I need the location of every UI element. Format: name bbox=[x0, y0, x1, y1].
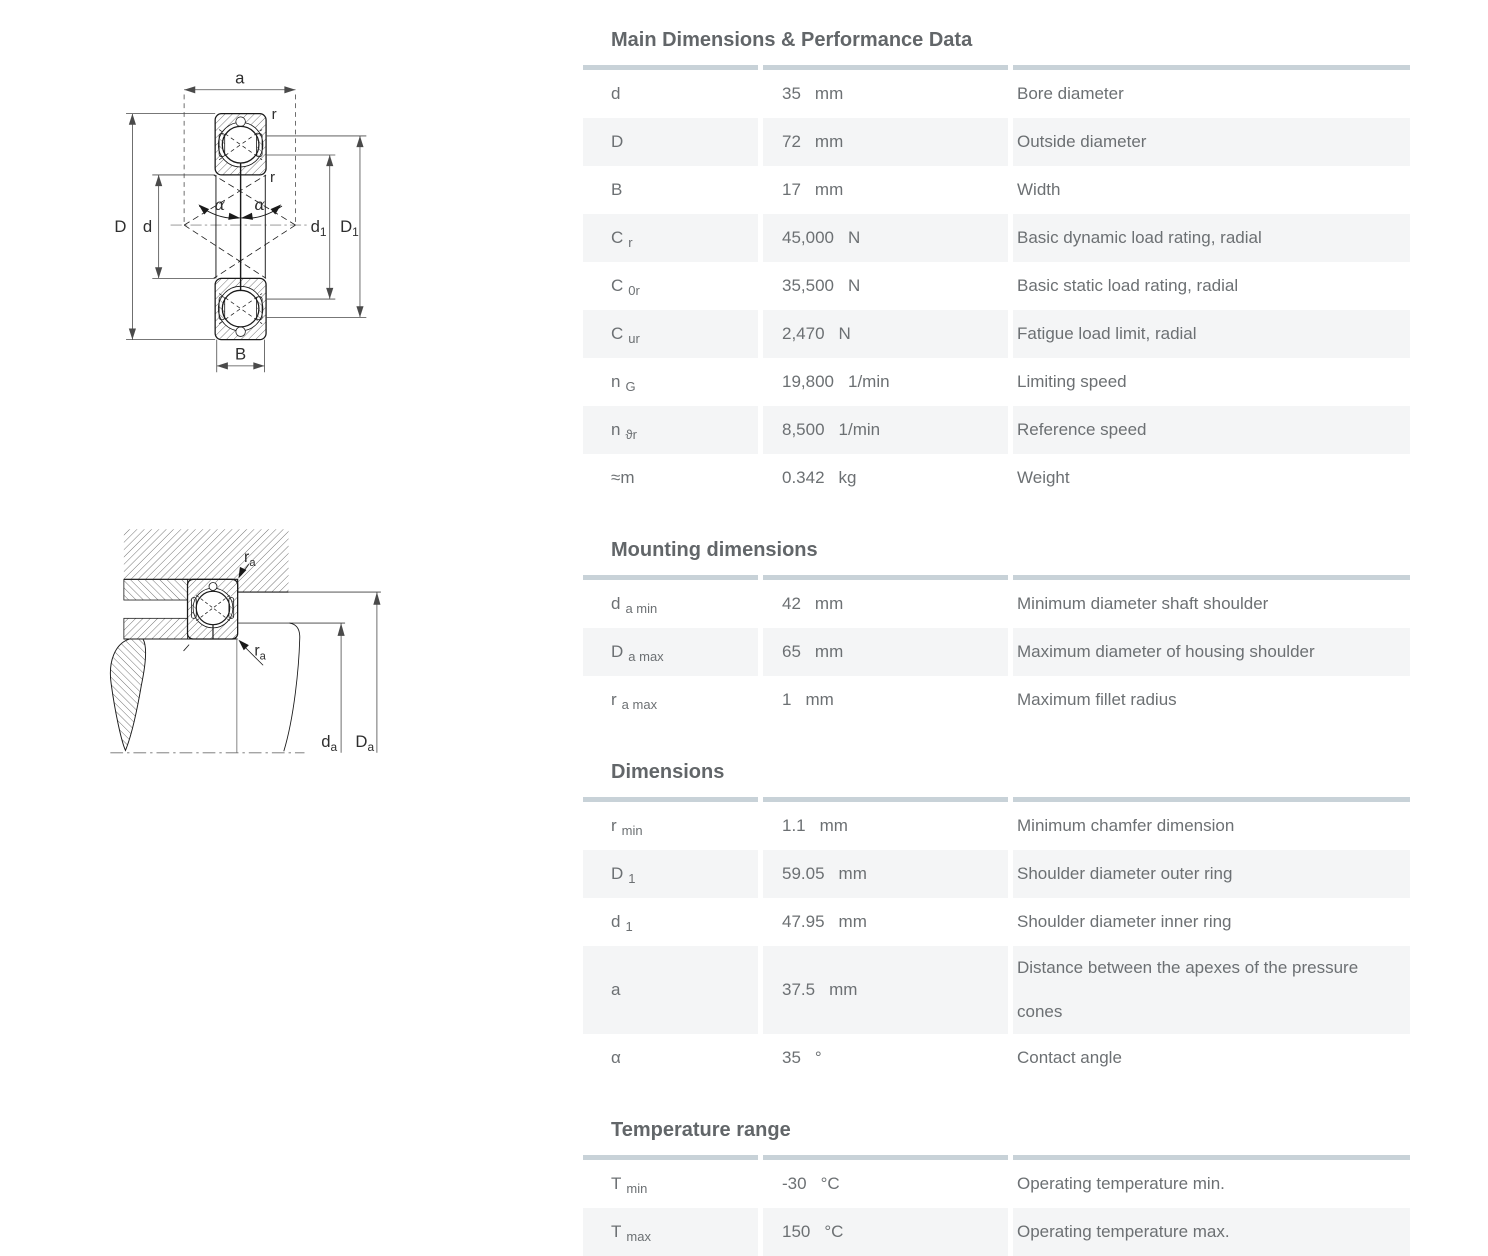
value-number: 19,800 bbox=[782, 372, 834, 391]
symbol-base: n bbox=[611, 372, 621, 391]
spec-row bbox=[583, 118, 1410, 166]
spec-row bbox=[583, 1160, 1410, 1208]
symbol-subscript: 0r bbox=[628, 283, 640, 298]
value-number: 47.95 bbox=[782, 912, 825, 931]
label-alpha-right: α bbox=[254, 194, 266, 214]
symbol-base: α bbox=[611, 1048, 621, 1067]
symbol-subscript: 1 bbox=[625, 919, 633, 934]
symbol-subscript: min bbox=[626, 1181, 648, 1196]
description-cell: Weight bbox=[1017, 468, 1070, 487]
description-cell: Limiting speed bbox=[1017, 372, 1127, 391]
label-a: a bbox=[235, 68, 245, 88]
spec-table bbox=[578, 65, 1415, 502]
value-cell bbox=[763, 454, 1008, 502]
value-number: 17 bbox=[782, 180, 801, 199]
bearing-section bbox=[188, 579, 238, 639]
symbol-subscript: min bbox=[621, 823, 643, 838]
value-unit: 1/min bbox=[838, 420, 881, 439]
cage-segment bbox=[219, 134, 225, 157]
symbol-subscript: ur bbox=[628, 331, 640, 346]
symbol-subscript: a max bbox=[628, 649, 664, 664]
symbol-cell bbox=[583, 310, 758, 358]
spec-row bbox=[583, 676, 1410, 724]
value-unit: °C bbox=[824, 1222, 844, 1241]
spec-row bbox=[583, 946, 1410, 1034]
description-cell: Contact angle bbox=[1017, 1048, 1122, 1067]
value-number: 45,000 bbox=[782, 228, 834, 247]
symbol-subscript: a max bbox=[621, 697, 658, 712]
value-number: 1.1 bbox=[782, 816, 806, 835]
value-number: 35 bbox=[782, 84, 801, 103]
symbol-base: B bbox=[611, 180, 623, 199]
label-d1: $d_1$ bbox=[310, 217, 327, 240]
value-cell bbox=[763, 70, 1008, 118]
value-unit: mm bbox=[838, 912, 867, 931]
value-cell bbox=[763, 580, 1008, 628]
value-unit: mm bbox=[814, 180, 844, 199]
value-cell bbox=[763, 1034, 1008, 1082]
symbol-base: d bbox=[611, 594, 621, 613]
ball bbox=[222, 290, 259, 327]
value-cell bbox=[763, 628, 1008, 676]
value-number: 8,500 bbox=[782, 420, 825, 439]
value-unit: mm bbox=[814, 132, 844, 151]
symbol-base: r bbox=[611, 816, 617, 835]
value-cell bbox=[763, 406, 1008, 454]
symbol-base: n bbox=[611, 420, 621, 439]
description-cell: Minimum chamfer dimension bbox=[1017, 816, 1235, 835]
spec-row bbox=[583, 580, 1410, 628]
label-ra-bottom: $r_a$ bbox=[254, 642, 266, 663]
value-unit: N bbox=[848, 276, 861, 295]
symbol-subscript: r bbox=[628, 235, 633, 250]
spec-row bbox=[583, 454, 1410, 502]
section-title: Main Dimensions & Performance Data bbox=[611, 29, 973, 51]
value-unit: mm bbox=[814, 642, 844, 661]
symbol-base: a bbox=[611, 980, 621, 999]
value-unit: mm bbox=[814, 594, 844, 613]
value-cell bbox=[763, 166, 1008, 214]
value-unit: N bbox=[848, 228, 861, 247]
symbol-cell bbox=[583, 946, 758, 1034]
spec-row bbox=[583, 166, 1410, 214]
description-cell: Shoulder diameter inner ring bbox=[1017, 912, 1232, 931]
shaft-seat bbox=[124, 618, 188, 639]
symbol-cell bbox=[583, 850, 758, 898]
spec-row bbox=[583, 850, 1410, 898]
value-cell bbox=[763, 358, 1008, 406]
label-da: $d_a$ bbox=[321, 732, 338, 755]
spec-row bbox=[583, 214, 1410, 262]
value-unit: °C bbox=[820, 1174, 840, 1193]
value-number: 2,470 bbox=[782, 324, 825, 343]
symbol-cell bbox=[583, 1160, 758, 1208]
value-unit: mm bbox=[814, 84, 844, 103]
symbol-base: D bbox=[611, 642, 624, 661]
symbol-cell bbox=[583, 358, 758, 406]
shaft-shoulder-contour bbox=[284, 623, 300, 751]
value-unit: N bbox=[838, 324, 851, 343]
symbol-cell bbox=[583, 166, 758, 214]
value-cell bbox=[763, 310, 1008, 358]
symbol-cell bbox=[583, 214, 758, 262]
value-cell bbox=[763, 262, 1008, 310]
symbol-subscript: ϑr bbox=[625, 427, 637, 442]
section-title: Dimensions bbox=[611, 761, 725, 783]
description-cell: Reference speed bbox=[1013, 406, 1410, 454]
description-cell: Distance between the apexes of the pressure cones bbox=[1013, 946, 1410, 1034]
spec-table bbox=[578, 797, 1415, 1082]
symbol-base: D bbox=[611, 132, 624, 151]
value-number: 37.5 bbox=[782, 980, 816, 999]
value-unit: mm bbox=[838, 864, 867, 883]
spec-tables-panel bbox=[578, 0, 1458, 1256]
value-cell bbox=[763, 214, 1008, 262]
description-cell: Operating temperature max. bbox=[1013, 1208, 1410, 1256]
value-number: 42 bbox=[782, 594, 801, 613]
symbol-base: r bbox=[611, 690, 617, 709]
value-cell bbox=[763, 676, 1008, 724]
symbol-base: d bbox=[611, 84, 621, 103]
spec-row bbox=[583, 310, 1410, 358]
symbol-subscript: a min bbox=[625, 601, 658, 616]
value-unit: ° bbox=[814, 1048, 822, 1067]
description-cell: Outside diameter bbox=[1013, 118, 1410, 166]
label-r-top: r bbox=[271, 106, 277, 124]
label-D: D bbox=[114, 217, 127, 237]
symbol-base: ≈m bbox=[611, 468, 635, 487]
spec-row bbox=[583, 1034, 1410, 1082]
spec-row bbox=[583, 70, 1410, 118]
cage-segment bbox=[257, 297, 263, 320]
label-ra-top: $r_a$ bbox=[244, 548, 256, 569]
symbol-cell bbox=[583, 454, 758, 502]
symbol-cell bbox=[583, 262, 758, 310]
value-cell bbox=[763, 802, 1008, 850]
value-unit: 1/min bbox=[848, 372, 890, 391]
section-dimensions bbox=[578, 760, 1458, 1082]
symbol-cell bbox=[583, 898, 758, 946]
spec-table bbox=[578, 575, 1415, 724]
value-number: 72 bbox=[782, 132, 801, 151]
value-number: 35 bbox=[782, 1048, 801, 1067]
spec-row bbox=[583, 628, 1410, 676]
value-cell bbox=[763, 1160, 1008, 1208]
value-number: 1 bbox=[782, 690, 792, 709]
symbol-base: T bbox=[611, 1222, 622, 1241]
section-main-dimensions bbox=[578, 28, 1458, 502]
symbol-subscript: G bbox=[625, 379, 636, 394]
symbol-base: C bbox=[611, 276, 624, 295]
description-cell: Operating temperature min. bbox=[1017, 1174, 1225, 1193]
shaft-shoulder-blend bbox=[110, 639, 145, 750]
cage-segment bbox=[257, 134, 263, 157]
value-cell bbox=[763, 850, 1008, 898]
label-d: d bbox=[142, 217, 153, 237]
label-alpha-left: α bbox=[214, 194, 226, 214]
description-cell: Minimum diameter shaft shoulder bbox=[1017, 594, 1269, 613]
symbol-base: C bbox=[611, 228, 624, 247]
symbol-cell bbox=[583, 406, 758, 454]
symbol-base: D bbox=[611, 864, 624, 883]
value-unit: mm bbox=[805, 690, 834, 709]
symbol-cell bbox=[583, 118, 758, 166]
symbol-cell bbox=[583, 676, 758, 724]
description-cell: Bore diameter bbox=[1017, 84, 1124, 103]
section-temperature-range bbox=[578, 1118, 1458, 1256]
value-cell bbox=[763, 898, 1008, 946]
spec-row bbox=[583, 358, 1410, 406]
symbol-cell bbox=[583, 580, 758, 628]
label-Da: $D_a$ bbox=[355, 732, 375, 755]
value-number: -30 bbox=[782, 1174, 807, 1193]
value-number: 0.342 bbox=[782, 468, 825, 487]
value-number: 150 bbox=[782, 1222, 811, 1241]
label-r-bottom: r bbox=[270, 169, 276, 187]
label-D1: $D_1$ bbox=[340, 217, 359, 240]
symbol-cell bbox=[583, 802, 758, 850]
symbol-subscript: max bbox=[626, 1229, 651, 1244]
description-cell: Basic dynamic load rating, radial bbox=[1013, 214, 1410, 262]
section-mounting-dimensions bbox=[578, 538, 1458, 724]
description-cell: Shoulder diameter outer ring bbox=[1013, 850, 1410, 898]
description-cell: Fatigue load limit, radial bbox=[1013, 310, 1410, 358]
symbol-cell bbox=[583, 70, 758, 118]
filling-slot-notch bbox=[209, 583, 217, 591]
value-unit: mm bbox=[829, 980, 858, 999]
description-cell: Width bbox=[1017, 180, 1061, 199]
description-cell: Basic static load rating, radial bbox=[1017, 276, 1239, 295]
spec-row bbox=[583, 802, 1410, 850]
value-unit: mm bbox=[819, 816, 848, 835]
outer-ring-spacer bbox=[124, 579, 188, 600]
mounting-diagram bbox=[100, 518, 470, 838]
spec-row bbox=[583, 898, 1410, 946]
cage-segment bbox=[192, 598, 197, 619]
pressure-cone-lines bbox=[184, 175, 295, 278]
value-cell bbox=[763, 946, 1008, 1034]
value-unit: kg bbox=[838, 468, 857, 487]
value-cell bbox=[763, 118, 1008, 166]
symbol-base: C bbox=[611, 324, 624, 343]
section-title: Mounting dimensions bbox=[611, 539, 818, 561]
cage-segment bbox=[229, 598, 234, 619]
symbol-subscript: 1 bbox=[628, 871, 636, 886]
filling-slot-notch bbox=[236, 327, 246, 337]
symbol-cell bbox=[583, 628, 758, 676]
ball bbox=[196, 591, 229, 624]
value-number: 35,500 bbox=[782, 276, 834, 295]
label-B: B bbox=[235, 344, 247, 364]
description-cell: Maximum diameter of housing shoulder bbox=[1013, 628, 1410, 676]
symbol-base: T bbox=[611, 1174, 622, 1193]
symbol-cell bbox=[583, 1034, 758, 1082]
dimension-D bbox=[126, 114, 215, 340]
filling-slot-notch bbox=[236, 117, 246, 127]
value-number: 59.05 bbox=[782, 864, 825, 883]
spec-row bbox=[583, 262, 1410, 310]
cage-segment bbox=[219, 297, 225, 320]
section-title: Temperature range bbox=[611, 1119, 791, 1141]
symbol-base: d bbox=[611, 912, 621, 931]
value-number: 65 bbox=[782, 642, 801, 661]
contact-angle-arcs bbox=[196, 202, 284, 222]
dimension-d bbox=[152, 175, 215, 278]
spec-table bbox=[578, 1155, 1415, 1256]
spec-row bbox=[583, 406, 1410, 454]
ball bbox=[222, 126, 259, 163]
description-cell: Maximum fillet radius bbox=[1017, 690, 1177, 709]
bearing-cross-section-diagram bbox=[95, 35, 465, 435]
